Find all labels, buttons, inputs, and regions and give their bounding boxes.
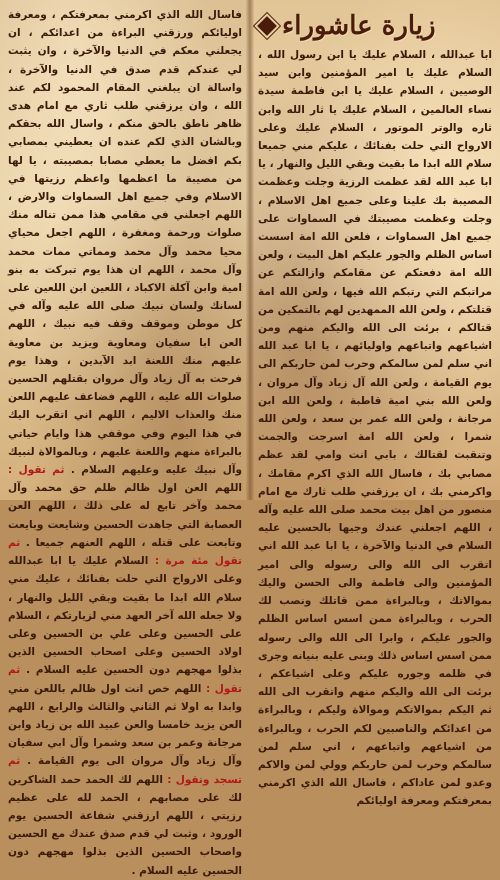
rubric-instruction: ثم تقول : xyxy=(8,664,242,695)
rubric-instruction: ثم تقول مئة مرة : xyxy=(8,536,242,568)
page-header xyxy=(258,6,492,46)
left-page xyxy=(0,0,250,877)
prayer-text-segment: اللهم لك الحمد حمد الشاكرين لك على مصابهم ، الحمد لله على عظيم رزيتي ، اللهم ارزقني شفاعة الحسين يوم الورود ، وثبت لي قدم صدق عندك مع الحسين واصحاب الحسين الذين بذلوا مهجهم دون الحسين عليه السلام . xyxy=(8,773,242,877)
prayer-text-segment: ابا عبدالله ، السلام عليك يا ابن رسول الله ، السلام عليك يا امير المؤمنين وابن سيد الوصيين ، السلام عليك يا ابن فاطمة سيدة نساء العالمين ، السلام عليك يا ثار الله وابن ثاره والوتر الموتور ، السلام عليك وعلى الارواح التي حلت بفنائك ، عليكم مني جميعا سلام الله ابدا ما بقيت وبقي الليل والنهار ، يا ابا عبد الله لقد عظمت الرزية وجلت وعظمت المصيبة بك علينا وعلى جميع اهل الاسلام ، وجلت وعظمت مصيبتك في السماوات على جميع اهل السماوات ، فلعن الله امة اسست اساس الظلم والجور عليكم اهل البيت ، ولعن الله امة دفعتكم عن مقامكم وازالتكم عن مراتبكم التي رتبكم الله فيها ، ولعن الله امة قتلتكم ، ولعن الله الممهدين لهم بالتمكين من قتالكم ، برئت الى الله واليكم منهم ومن اشياعهم واتباعهم واوليائهم ، يا ابا عبد الله اني سلم لمن سالمكم وحرب لمن حاربكم الى يوم القيامة ، ولعن الله آل زياد وآل مروان ، ولعن الله بني امية قاطبة ، ولعن الله ابن مرجانة ، ولعن الله عمر بن سعد ، ولعن الله شمرا ، ولعن الله امة اسرجت والجمت وتنقبت لقتالك ، بابي انت وامي لقد عظم مصابي بك ، فاسال الله الذي اكرم مقامك ، واكرمني بك ، ان يرزقني طلب ثارك مع امام منصور من اهل بيت محمد صلى الله عليه وآله ، اللهم اجعلني عندك وجيها بالحسين عليه السلام في الدنيا والآخرة ، يا ابا عبد الله اني اتقرب الى الله والى رسوله والى امير المؤمنين والى فاطمة والى الحسن واليك بموالاتك ، وبالبراءة ممن قاتلك ونصب لك الحرب ، وبالبراءة ممن اسس اساس الظلم والجور عليكم ، وابرا الى الله والى رسوله ممن اسس اساس ذلك وبنى عليه بنيانه وجرى في ظلمه وجوره عليكم وعلى اشياعكم ، برئت الى الله واليكم منهم واتقرب الى الله ثم اليكم بموالاتكم وموالاة وليكم ، وبالبراءة من اعدائكم والناصبين لكم الحرب ، وبالبراءة من اشياعهم واتباعهم ، اني سلم لمن سالمكم وحرب لمن حاربكم وولي لمن والاكم وعدو لمن عاداكم ، فاسال الله الذي اكرمني بمعرفتكم ومعرفة اوليائكم xyxy=(258,49,492,808)
rubric-instruction: ثم تسجد وتقول : xyxy=(8,755,242,786)
right-page xyxy=(250,0,500,808)
left-page-text xyxy=(8,6,242,877)
page-title: زيارة عاشوراء xyxy=(282,11,436,41)
diamond-ornament-icon xyxy=(254,13,279,38)
right-page-text xyxy=(258,46,492,808)
prayer-text-segment: اللهم خص انت اول ظالم باللعن مني وابدا به اولا ثم الثاني والثالث والرابع ، اللهم العن يزيد خامسا والعن عبيد الله بن زياد وابن مرجانة وعمر بن سعد وشمرا وآل ابي سفيان وآل زياد وآل مروان الى يوم القيامة . xyxy=(8,682,242,768)
prayer-text-segment: فاسال الله الذي اكرمني بمعرفتكم ، ومعرفة اوليائكم ورزقني البراءة من اعدائكم ، ان يجعلني معكم في الدنيا والآخرة ، وان يثبت لي عندكم قدم صدق في الدنيا والآخرة ، واسالة ان يبلغني المقام المحمود لكم عند الله ، وان يرزقني طلب ثاري مع امام هدى ظاهر ناطق بالحق منكم ، واسال الله بحقكم وبالشان الذي لكم عنده ان يعطيني بمصابي بكم افضل ما يعطي مصابا بمصيبته ، يا لها من مصيبة ما اعظمها واعظم رزيتها في الاسلام وفي جميع اهل السماوات والارض ، اللهم اجعلني في مقامي هذا ممن تناله منك صلوات ورحمة ومغفرة ، اللهم اجعل محياي محيا محمد وآل محمد ومماتي ممات محمد وآل محمد ، اللهم ان هذا يوم تبركت به بنو امية وابن آكلة الاكباد ، اللعين ابن اللعين على لسانك ولسان نبيك صلى الله عليه وآله في كل موطن وموقف وقف فيه نبيك ، اللهم العن ابا سفيان ومعاوية ويزيد بن معاوية عليهم منك اللعنة ابد الآبدين ، وهذا يوم فرحت به آل زياد وآل مروان بقتلهم الحسين صلوات الله عليه ، اللهم فضاعف عليهم اللعن منك والعذاب الاليم ، اللهم اني اتقرب اليك في هذا اليوم وفي موقفي هذا وايام حياتي بالبراءة منهم واللعنة عليهم ، وبالموالاة لنبيك وآل نبيك عليه وعليهم السلام . xyxy=(8,9,242,477)
prayer-text-segment: اللهم العن اول ظالم ظلم حق محمد وآل محمد وآخر تابع له على ذلك ، اللهم العن العصابة التي جاهدت الحسين وشايعت وبايعت وتابعت على قتله ، اللهم العنهم جميعا . xyxy=(8,482,242,549)
prayer-text-segment: السلام عليك يا ابا عبدالله وعلى الارواح التي حلت بفنائك ، عليك مني سلام الله ابدا ما بقيت وبقي الليل والنهار ، ولا جعله الله آخر العهد مني لزيارتكم ، السلام على الحسين وعلى علي بن الحسين وعلى اولاد الحسين وعلى اصحاب الحسين الذين بذلوا مهجهم دون الحسين عليه السلام . xyxy=(8,555,242,677)
rubric-instruction: ثم تقول : xyxy=(8,464,71,477)
